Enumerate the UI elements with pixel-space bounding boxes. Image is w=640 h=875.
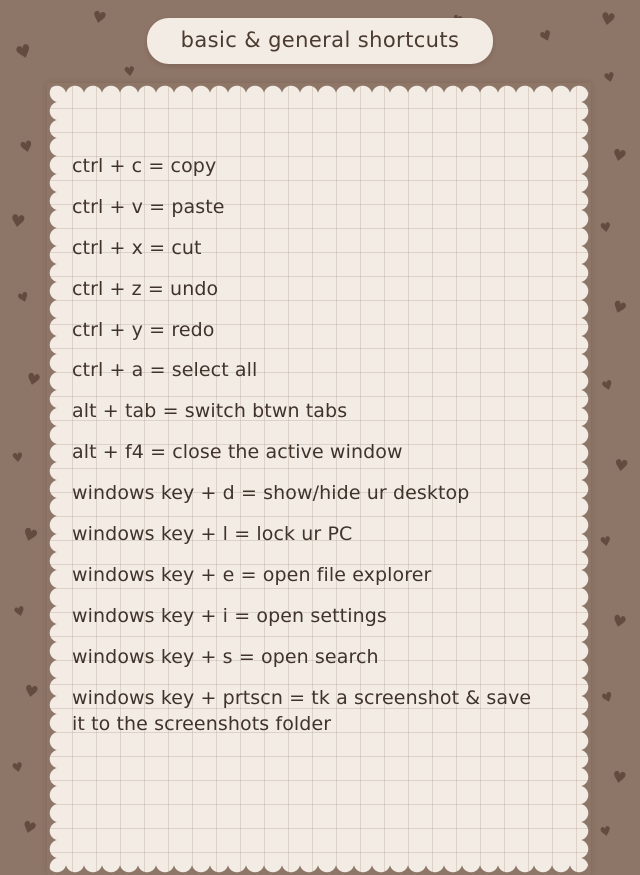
- shortcut-line: alt + tab = switch btwn tabs: [72, 400, 348, 423]
- heart-icon: ♥: [610, 144, 629, 167]
- shortcut-line: windows key + d = show/hide ur desktop: [72, 482, 470, 505]
- shortcut-line: ctrl + v = paste: [72, 195, 225, 218]
- shortcut-line: windows key + l = lock ur PC: [72, 523, 353, 546]
- shortcut-line: ctrl + y = redo: [72, 318, 215, 341]
- heart-icon: ♥: [599, 220, 613, 237]
- paper-edge-right: [579, 84, 591, 874]
- heart-icon: ♥: [598, 823, 614, 842]
- heart-icon: ♥: [609, 296, 630, 319]
- heart-icon: ♥: [15, 289, 32, 308]
- heart-icon: ♥: [19, 816, 39, 839]
- heart-icon: ♥: [19, 524, 41, 548]
- heart-icon: ♥: [8, 211, 27, 233]
- shortcut-line: ctrl + c = copy: [72, 155, 217, 177]
- heart-icon: ♥: [90, 6, 109, 29]
- heart-icon: ♥: [598, 8, 617, 32]
- shortcut-line: ctrl + z = undo: [72, 277, 219, 300]
- shortcut-line: windows key + e = open file explorer: [72, 563, 432, 586]
- shortcut-line: ctrl + a = select all: [72, 359, 258, 382]
- heart-icon: ♥: [12, 603, 28, 622]
- heart-icon: ♥: [22, 680, 40, 703]
- heart-icon: ♥: [612, 455, 630, 476]
- heart-icon: ♥: [602, 69, 618, 88]
- shortcut-line: it to the screenshots folder: [72, 713, 332, 736]
- title-pill: [147, 18, 494, 64]
- shortcut-line: windows key + s = open search: [72, 645, 379, 668]
- heart-icon: ♥: [599, 377, 616, 396]
- shortcut-line: ctrl + x = cut: [72, 236, 202, 259]
- page-title: basic & general shortcuts: [180, 28, 460, 52]
- paper-edge-bottom: [48, 863, 590, 875]
- title-banner: [0, 18, 640, 64]
- heart-icon: ♥: [17, 136, 36, 158]
- shortcuts-list: [72, 156, 572, 755]
- grid-paper-sheet: [48, 84, 590, 874]
- paper-edge-left: [47, 84, 59, 874]
- heart-icon: ♥: [24, 368, 43, 391]
- heart-icon: ♥: [610, 766, 628, 789]
- heart-icon: ♥: [537, 27, 556, 47]
- shortcut-line: windows key + prtscn = tk a screenshot & save: [72, 686, 532, 709]
- paper-edge-top: [48, 83, 590, 95]
- heart-icon: ♥: [11, 450, 25, 467]
- heart-icon: ♥: [598, 534, 613, 551]
- shortcut-line: alt + f4 = close the active window: [72, 441, 403, 464]
- heart-icon: ♥: [123, 64, 137, 81]
- heart-icon: ♥: [599, 689, 616, 708]
- heart-icon: ♥: [10, 759, 26, 778]
- heart-icon: ♥: [12, 40, 35, 66]
- shortcut-line: windows key + i = open settings: [72, 604, 387, 627]
- heart-icon: ♥: [610, 610, 629, 633]
